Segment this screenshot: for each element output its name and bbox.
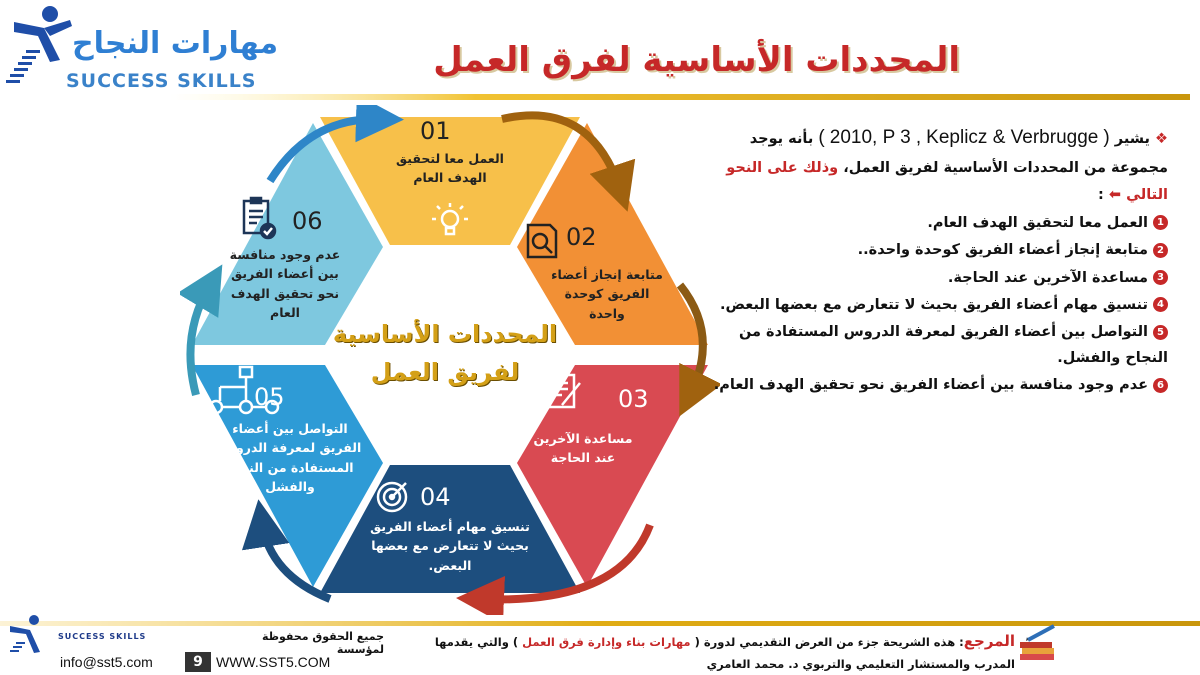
segment-03-number: 03 — [618, 385, 649, 413]
intro-paragraph: ❖ يشير ( Keplicz & Verbrugge , 2010, P 3 ) بأنه يوجد مجموعة من المحددات الأساسية لفريق العمل، وذلك على النحو التالي ⬅ : — [726, 127, 1168, 203]
footer-logo — [2, 612, 62, 662]
title-underline — [170, 92, 1190, 102]
segment-05-number: 05 — [254, 383, 285, 411]
list-item: 5التواصل بين أعضاء الفريق لمعرفة الدروس المستفادة من النجاح والفشل. — [738, 324, 1168, 366]
list-item: 3مساعدة الآخرين عند الحاجة. — [706, 266, 1168, 291]
contact-email[interactable]: info@sst5.com — [60, 654, 153, 670]
segment-05-text: التواصل بين أعضاء الفريق لمعرفة الدروس المستفادة من النجاح والفشل — [218, 421, 362, 495]
segment-02-number: 02 — [566, 223, 597, 251]
website-link[interactable]: WWW.SST5.COM — [216, 654, 331, 670]
segment-01-text: العمل معا لتحقيق الهدف العام — [396, 151, 504, 186]
reference-note: المرجع: هذه الشريحة جزء من العرض التقديمي لدورة ( مهارات بناء وإدارة فرق العمل ) والتي يقدمها المدرب والمستشار التعليمي والتربوي د. محمد العامري — [434, 632, 1015, 672]
footer-logo-text: SUCCESS SKILLS — [58, 632, 147, 641]
segment-04-number: 04 — [420, 483, 451, 511]
list-item: 2متابعة إنجاز أعضاء الفريق كوحدة واحدة.. — [706, 238, 1168, 263]
logo-english-text: SUCCESS SKILLS — [66, 70, 257, 92]
list-item: 1العمل معا لتحقيق الهدف العام. — [706, 211, 1168, 236]
books-pen-icon — [1016, 624, 1062, 670]
arrow-left-icon: ⬅ — [1108, 186, 1122, 203]
list-item: 6عدم وجود منافسة بين أعضاء الفريق نحو تحقيق الهدف العام. — [706, 373, 1168, 398]
copyright-text: جميع الحقوق محفوظة لمؤسسة — [261, 630, 384, 656]
list-item: 4تنسيق مهام أعضاء الفريق بحيث لا تتعارض مع بعضها البعض. — [706, 293, 1168, 318]
page-number: 9 — [185, 652, 211, 672]
logo-arabic-text: مهارات النجاح — [72, 26, 279, 61]
segment-02-text: متابعة إنجاز أعضاء الفريق كوحدة واحدة — [551, 267, 663, 321]
page-title: المحددات الأساسية لفرق العمل — [433, 40, 960, 80]
determinants-diagram — [180, 105, 720, 615]
determinants-text — [706, 120, 1168, 398]
segment-03-text: مساعدة الآخرين عند الحاجة — [533, 431, 633, 466]
diagram-center-title: المحددات الأساسية لفريق العمل — [332, 320, 558, 387]
segment-01-number: 01 — [420, 117, 451, 145]
diamond-bullet-icon: ❖ — [1155, 131, 1168, 147]
segment-06-number: 06 — [292, 207, 323, 235]
segment-06-text: عدم وجود منافسة بين أعضاء الفريق نحو تحقيق الهدف العام — [229, 247, 341, 321]
segment-04-text: تنسيق مهام أعضاء الفريق بحيث لا تتعارض مع بعضها البعض. — [370, 519, 530, 573]
